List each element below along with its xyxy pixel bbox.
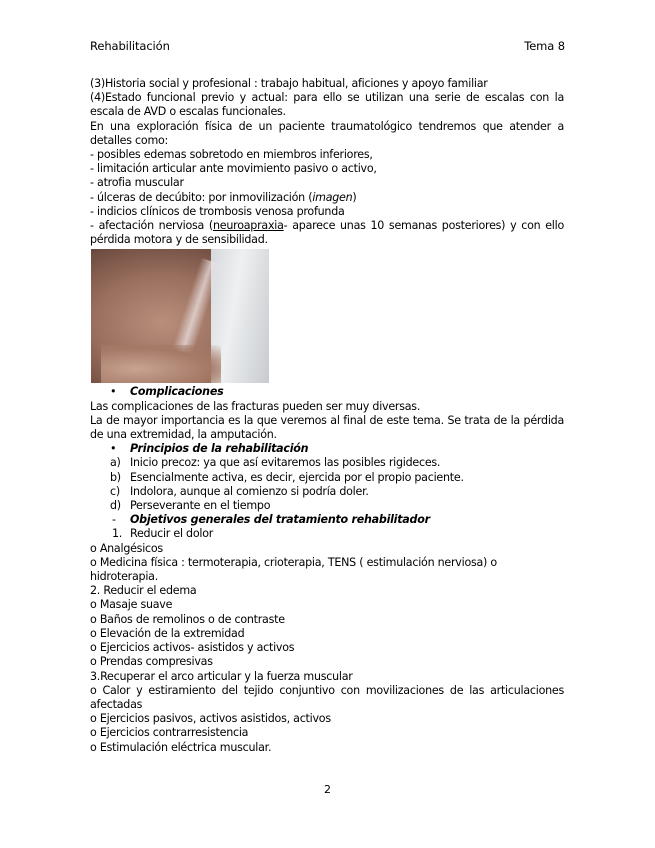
list-item: - posibles edemas sobretodo en miembros inferiores, bbox=[90, 148, 373, 162]
list-item: b) Esencialmente activa, es decir, ejercida por el propio paciente. bbox=[110, 470, 464, 484]
text-line: 2. Reducir el edema bbox=[90, 584, 197, 598]
list-item: hidroterapia. bbox=[90, 570, 158, 584]
text-segment: - aparece unas 10 semanas posteriores) y con ello pérdida motora y de sensibilidad. bbox=[90, 219, 564, 247]
text-segment: - afectación nerviosa ( bbox=[90, 219, 214, 233]
list-item bbox=[90, 219, 564, 247]
image-reference: imagen bbox=[312, 190, 353, 204]
list-item: - limitación articular ante movimiento pasivo o activo, bbox=[90, 162, 377, 176]
bullet-icon: • bbox=[110, 385, 117, 399]
text-paragraph: La de mayor importancia es la que veremos al final de este tema. Se trata de la pérdida de una extremidad, la amputación. bbox=[90, 413, 564, 442]
list-item: o Medicina física : termoterapia, crioterapia, TENS ( estimulación nerviosa) o bbox=[90, 555, 497, 569]
list-item: d) Perseverante en el tiempo bbox=[110, 499, 271, 513]
list-item: - atrofia muscular bbox=[90, 176, 184, 190]
list-item bbox=[90, 191, 564, 205]
list-item: o Ejercicios contrarresistencia bbox=[90, 726, 249, 740]
list-item: c) Indolora, aunque al comienzo si podría doler. bbox=[110, 484, 369, 498]
list-item: o Calor y estiramiento del tejido conjuntivo con movilizaciones de las articulaciones afectadas bbox=[90, 683, 564, 711]
underlined-term: neuroapraxia bbox=[213, 219, 284, 233]
list-item: 1. Reducir el dolor bbox=[112, 527, 214, 541]
list-item: a) Inicio precoz: ya que así evitaremos las posibles rigideces. bbox=[110, 456, 441, 470]
text-segment: - úlceras de decúbito: por inmovilización ( bbox=[90, 190, 313, 204]
text-line: Las complicaciones de las fracturas pueden ser muy diversas. bbox=[90, 399, 421, 413]
text-paragraph: (4)Estado funcional previo y actual: para ello se utilizan una serie de escalas con la escala de AVD o escalas funcionales. bbox=[90, 91, 564, 119]
text-line: (3)Historia social y profesional : trabajo habitual, aficiones y apoyo familiar bbox=[90, 77, 488, 90]
section-heading: - Objetivos generales del tratamiento rehabilitador bbox=[112, 513, 430, 527]
list-item: - indicios clínicos de trombosis venosa profunda bbox=[90, 204, 345, 218]
list-item: o Ejercicios pasivos, activos asistidos, activos bbox=[90, 712, 331, 726]
bullet-icon: • bbox=[110, 442, 117, 456]
list-item: o Prendas compresivas bbox=[90, 655, 213, 669]
header-topic: Tema 8 bbox=[524, 39, 565, 53]
text-segment: ) bbox=[352, 190, 357, 204]
list-item: o Baños de remolinos o de contraste bbox=[90, 612, 285, 626]
document-body bbox=[90, 77, 564, 755]
list-item: o Masaje suave bbox=[90, 598, 173, 612]
page-number: 2 bbox=[324, 783, 331, 796]
list-item: o Elevación de la extremidad bbox=[90, 626, 245, 640]
list-item: o Estimulación eléctrica muscular. bbox=[90, 740, 272, 754]
section-heading: • Complicaciones bbox=[110, 385, 224, 399]
header-title: Rehabilitación bbox=[90, 39, 170, 53]
ulcer-photo bbox=[91, 249, 269, 383]
list-item: o Ejercicios activos- asistidos y activos bbox=[90, 641, 295, 655]
text-line: 3.Recuperar el arco articular y la fuerza muscular bbox=[90, 669, 353, 683]
text-paragraph: En una exploración física de un paciente traumatológico tendremos que atender a detalles como: bbox=[90, 119, 564, 147]
section-heading: • Principios de la rehabilitación bbox=[110, 442, 309, 456]
list-item: o Analgésicos bbox=[90, 541, 163, 555]
